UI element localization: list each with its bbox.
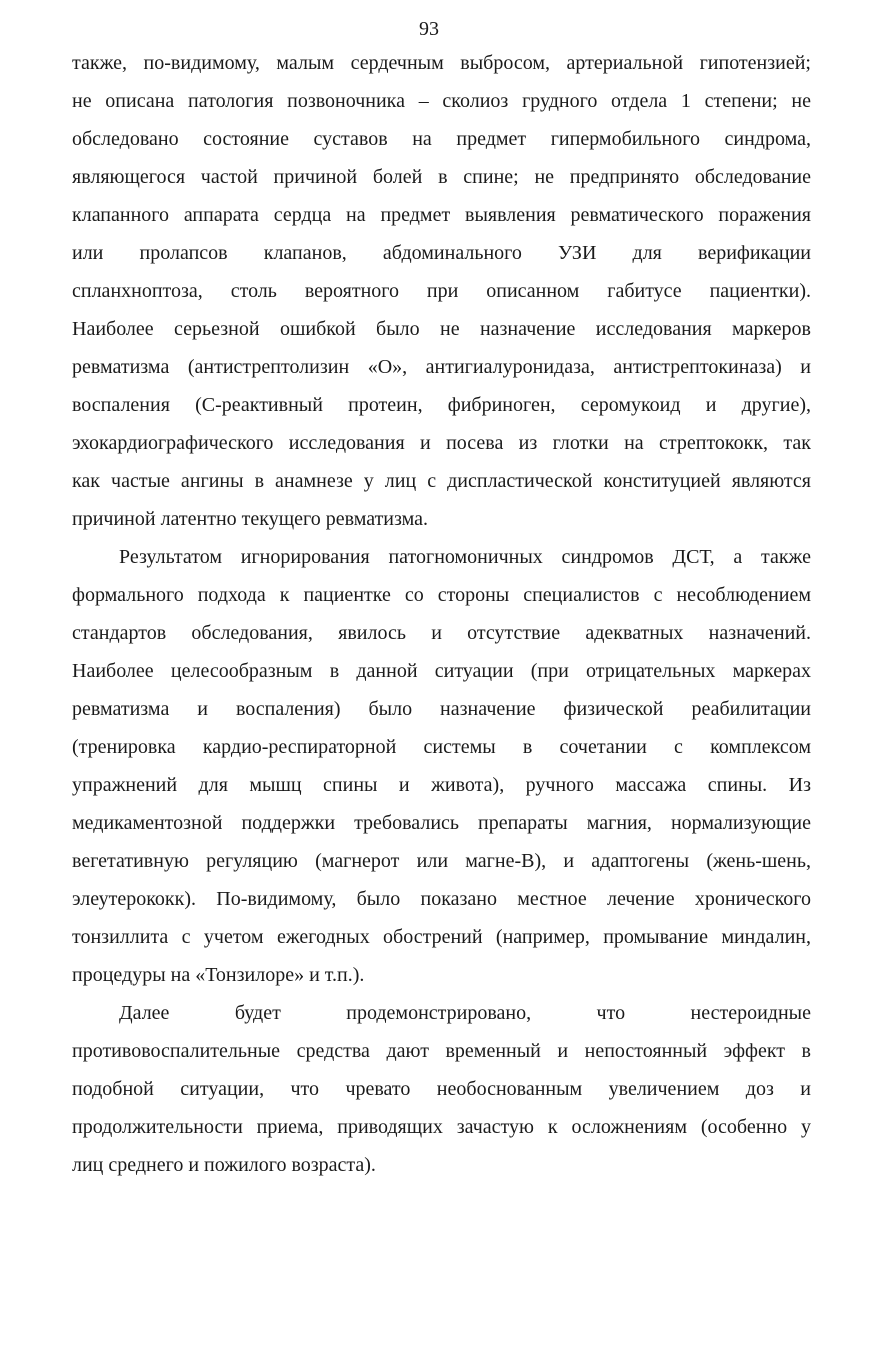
text-line: упражнений для мышц спины и живота), ручного массажа спины. Из [72,774,811,796]
text-line: ревматизма (антистрептолизин «О», антигиалуронидаза, антистрептокиназа) и [72,356,811,378]
text-line: воспаления (С-реактивный протеин, фибриноген, серомукоид и другие), [72,394,811,416]
text-line: подобной ситуации, что чревато необоснованным увеличением доз и [72,1078,811,1100]
text-line: продолжительности приема, приводящих зачастую к осложнениям (особенно у [72,1116,811,1138]
text-line: Наиболее целесообразным в данной ситуации (при отрицательных маркерах [72,660,811,682]
text-line: также, по-видимому, малым сердечным выбросом, артериальной гипотензией; [72,52,811,74]
text-line: медикаментозной поддержки требовались препараты магния, нормализующие [72,812,811,834]
text-line: Далее будет продемонстрировано, что нестероидные [119,1002,811,1024]
paragraph-1 [72,44,811,538]
text-line: как частые ангины в анамнезе у лиц с диспластической конституцией являются [72,470,811,492]
text-line: Результатом игнорирования патогномоничных синдромов ДСТ, а также [119,546,811,568]
text-line: процедуры на «Тонзилоре» и т.п.). [72,964,365,986]
text-line: являющегося частой причиной болей в спине; не предпринято обследование [72,166,811,188]
paragraph-2 [72,538,811,994]
text-line: эхокардиографического исследования и посева из глотки на стрептококк, так [72,432,811,454]
document-body [72,44,811,1184]
text-line: или пролапсов клапанов, абдоминального УЗИ для верификации [72,242,811,264]
text-line: вегетативную регуляцию (магнерот или магне-В), и адаптогены (жень-шень, [72,850,811,872]
text-line: спланхноптоза, столь вероятного при описанном габитусе пациентки). [72,280,811,302]
text-line: обследовано состояние суставов на предмет гипермобильного синдрома, [72,128,811,150]
text-line: причиной латентно текущего ревматизма. [72,508,429,530]
text-line: клапанного аппарата сердца на предмет выявления ревматического поражения [72,204,811,226]
text-line: противовоспалительные средства дают временный и непостоянный эффект в [72,1040,811,1062]
text-line: ревматизма и воспаления) было назначение физической реабилитации [72,698,811,720]
text-line: лиц среднего и пожилого возраста). [72,1154,376,1176]
page-number: 93 [419,18,439,40]
text-line: формального подхода к пациентке со стороны специалистов с несоблюдением [72,584,811,606]
text-line: стандартов обследования, явилось и отсутствие адекватных назначений. [72,622,811,644]
text-line: (тренировка кардио-респираторной системы в сочетании с комплексом [72,736,811,758]
text-line: не описана патология позвоночника – сколиоз грудного отдела 1 степени; не [72,90,811,112]
paragraph-3 [72,994,811,1184]
text-line: Наиболее серьезной ошибкой было не назначение исследования маркеров [72,318,811,340]
text-line: тонзиллита с учетом ежегодных обострений (например, промывание миндалин, [72,926,811,948]
text-line: элеутерококк). По-видимому, было показано местное лечение хронического [72,888,811,910]
